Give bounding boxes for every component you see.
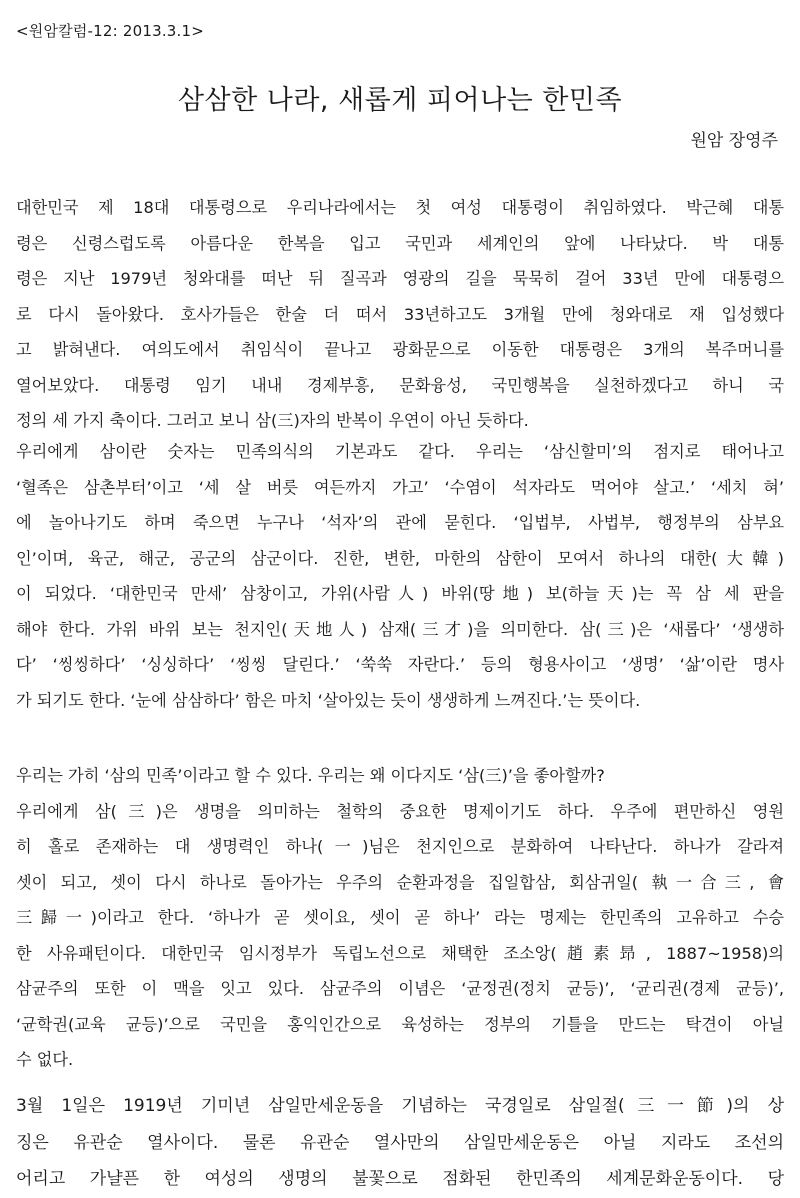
paragraph-2 bbox=[16, 434, 784, 718]
text-line: 이 되었다. ‘대한민국 만세’ 삼창이고, 가위(사람人) 바위(땅地) 보(하늘天)는 꼭 삼 세 판을 bbox=[16, 584, 784, 603]
text-line: 三歸一)이라고 한다. ‘하나가 곧 셋이요, 셋이 곧 하나’ 라는 명제는 한민족의 고유하고 수승 bbox=[16, 908, 784, 927]
text-line: 셋이 되고, 셋이 다시 하나로 돌아가는 우주의 순환과정을 집일합삼, 회삼귀일( 執一合三, 會 bbox=[16, 872, 784, 892]
text-line: 한 사유패턴이다. 대한민국 임시정부가 독립노선으로 채택한 조소앙(趙素昻, 1887~1958)의 bbox=[16, 943, 784, 963]
page-title: 삼삼한 나라, 새롭게 피어나는 한민족 bbox=[177, 85, 623, 116]
paragraph-1 bbox=[16, 190, 784, 439]
text-line: 령은 신령스럽도록 아름다운 한복을 입고 국민과 세계인의 앞에 나타났다. 박 대통 bbox=[16, 233, 784, 253]
text-line: ‘균학권(교육 균등)’으로 국민을 홍익인간으로 육성하는 정부의 기틀을 만드는 탁견이 아닐 bbox=[16, 1014, 784, 1034]
text-line: 해야 한다. 가위 바위 보는 천지인(天地人) 삼재(三才)을 의미한다. 삼(三)은 ‘새롭다’ ‘생생하 bbox=[16, 619, 784, 639]
paragraph-4 bbox=[16, 1088, 784, 1198]
text-line: 인’이며, 육군, 해군, 공군의 삼군이다. 진한, 변한, 마한의 삼한이 모여서 하나의 대한(大韓) bbox=[16, 548, 784, 568]
text-line: 히 홀로 존재하는 대 생명력인 하나(一)님은 천지인으로 분화하여 나타난다. 하나가 갈라져 bbox=[16, 837, 784, 856]
text-line: 다’ ‘씽씽하다’ ‘싱싱하다’ ‘씽씽 달린다.’ ‘쑥쑥 자란다.’ 등의 형용사이고 ‘생명’ ‘삶’이란 명사 bbox=[16, 655, 784, 674]
text-line: 대한민국 제 18대 대통령으로 우리나라에서는 첫 여성 대통령이 취임하였다. 박근혜 대통 bbox=[16, 198, 784, 217]
text-line: 로 다시 돌아왔다. 호사가들은 한술 더 떠서 33년하고도 3개월 만에 청와대로 재 입성했다 bbox=[16, 304, 784, 324]
author-byline: 원암 장영주 bbox=[690, 131, 778, 151]
text-line: ‘혈족은 삼촌부터’이고 ‘세 살 버릇 여든까지 가고’ ‘수염이 석자라도 먹어야 살고.’ ‘세치 혀’ bbox=[16, 477, 784, 497]
text-line: 우리에게 삼이란 숫자는 민족의식의 기본과도 같다. 우리는 ‘삼신할미’의 점지로 태어나고 bbox=[16, 442, 784, 461]
text-line: 열어보았다. 대통령 임기 내내 경제부흥, 문화융성, 국민행복을 실천하겠다고 하니 국 bbox=[16, 375, 784, 395]
text-line: 수 없다. bbox=[16, 1050, 74, 1069]
text-line: 우리는 가히 ‘삼의 민족’이라고 할 수 있다. 우리는 왜 이다지도 ‘삼(三)’을 좋아할까? bbox=[16, 766, 605, 785]
paragraph-3 bbox=[16, 758, 784, 1078]
text-line: 고 밝혀낸다. 여의도에서 취임식이 끝나고 광화문으로 이동한 대통령은 3개의 복주머니를 bbox=[16, 340, 784, 359]
text-line: 어리고 가냘픈 한 여성의 생명의 불꽃으로 점화된 한민족의 세계문화운동이다. 당 bbox=[16, 1169, 784, 1189]
text-line: 3월 1일은 1919년 기미년 삼일만세운동을 기념하는 국경일로 삼일절(三一節)의 상 bbox=[16, 1096, 784, 1116]
text-line: 령은 지난 1979년 청와대를 떠난 뒤 질곡과 영광의 길을 묵묵히 걸어 33년 만에 대통령으 bbox=[16, 269, 784, 288]
column-tag: <원암칼럼-12: 2013.3.1> bbox=[16, 22, 205, 40]
text-line: 가 되기도 한다. ‘눈에 삼삼하다’ 함은 마치 ‘살아있는 듯이 생생하게 느껴진다.’는 뜻이다. bbox=[16, 690, 641, 710]
text-line: 정의 세 가지 축이다. 그러고 보니 삼(三)자의 반복이 우연이 아닌 듯하다. bbox=[16, 411, 529, 430]
text-line: 징은 유관순 열사이다. 물론 유관순 열사만의 삼일만세운동은 아닐 지라도 조선의 bbox=[16, 1132, 784, 1153]
text-line: 우리에게 삼(三)은 생명을 의미하는 철학의 중요한 명제이기도 하다. 우주에 편만하신 영원 bbox=[16, 801, 784, 821]
text-line: 에 놀아나기도 하며 죽으면 누구나 ‘석자’의 관에 묻힌다. ‘입법부, 사법부, 행정부의 삼부요 bbox=[16, 513, 784, 532]
text-line: 삼균주의 또한 이 맥을 잇고 있다. 삼균주의 이념은 ‘균정권(정치 균등)’, ‘균리권(경제 균등)’, bbox=[16, 979, 784, 998]
